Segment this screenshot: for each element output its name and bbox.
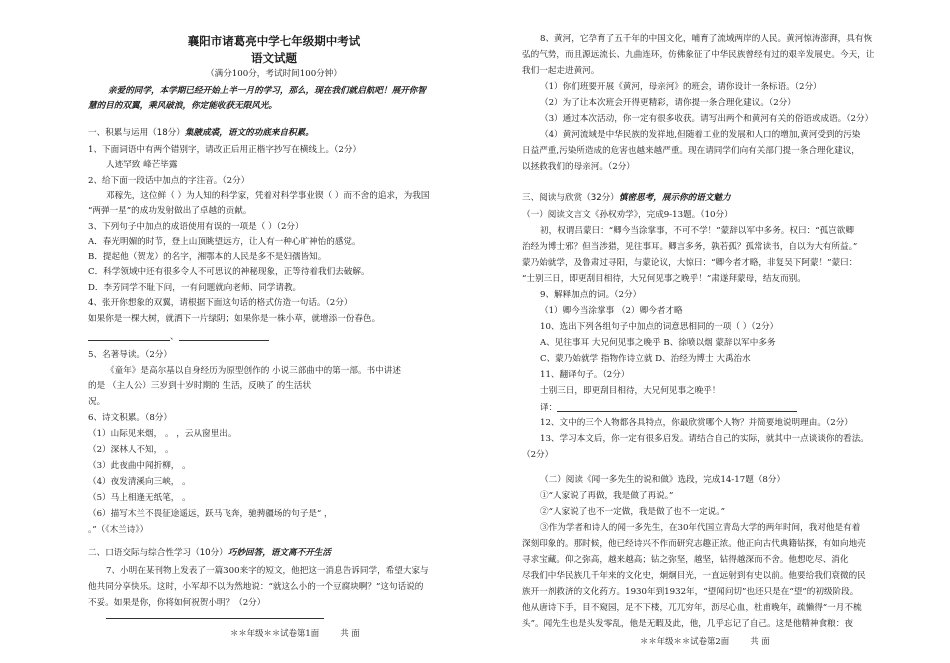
section-3-heading: 三、阅读与欣赏（32分）慎密思考，展示你的语文魅力 xyxy=(522,193,731,203)
question-2-line-2: “两弹一星”的成功发射做出了卓越的贡献。 xyxy=(88,206,252,216)
question-3: 3、下列句子中加点的成语使用有误的一项是（ ）（2分） xyxy=(88,222,304,232)
question-9-items: （1）卿今当涂掌事 （2）卿今者才略 xyxy=(540,306,683,316)
passage-para-1: ①“人家说了再做，我是做了再说。” xyxy=(540,491,674,501)
classical-text-line-4: “士别三日，即更刮目相待，大兄何见事之晚乎！”肃遂拜蒙母，结友而别。 xyxy=(522,274,806,284)
question-4-line-1: 如果你是一棵大树，就洒下一片绿阴；如果你是一株小草，就增添一份春色。 xyxy=(88,314,381,324)
question-8-line-2: 弘的气势，而且源远流长、九曲连环，仿佛象征了中华民族曾经有过的艰辛发展史。今天，让 xyxy=(522,50,875,60)
question-6: 6、诗文积累。（8分） xyxy=(88,413,172,423)
question-2-line-1: 邓稼先，这位鲜（ ）为人知的科学家，凭着对科学事业锲（ ）而不舍的追求，为我国 xyxy=(106,191,430,201)
exam-title: 襄阳市诸葛亮中学七年级期中考试 xyxy=(187,34,361,48)
question-3-option-b: B．提起他（贺龙）的名字，湘鄂本的人民是多不是妇孺皆知。 xyxy=(88,252,327,262)
passage-para-3-line-1: ③作为学者和诗人的闻一多先生，在30年代国立青岛大学的两年时间，我对他是有着 xyxy=(540,523,861,533)
question-6-item-2: （2）深林人不知， 。 xyxy=(88,445,174,455)
passage-para-2: ②“人家说了也不一定做，我是做了也不一定说。” xyxy=(540,507,725,517)
question-3-option-a: A．春光明媚的时节，登上山顶眺望远方，让人有一种心旷神怡的感觉。 xyxy=(88,237,361,247)
question-5-line-3: 况。 xyxy=(88,397,106,407)
answer-blank[interactable] xyxy=(88,331,170,341)
question-4-answer: 、 xyxy=(88,331,269,344)
passage-para-3-line-7: 头”。闻先生也是头发零乱，他是无暇及此，他，几乎忘记了自己。这是他精神食粮：夜 xyxy=(522,619,853,629)
classical-text-line-3: 蒙乃始就学，及鲁肃过寻阳，与蒙论议，大惊曰：“卿今者才略，非复吴下阿蒙！”蒙曰： xyxy=(522,258,858,268)
question-6-item-3: （3）此夜曲中闻折柳， 。 xyxy=(88,461,191,471)
section-1-heading: 一、积累与运用（18分）集腋成裘，语文的功底来自积累。 xyxy=(88,128,314,138)
intro-line-1: 亲爱的同学，本学期已经开始上半一月的学习，那么，现在我们就启航吧！展开你智 xyxy=(108,86,426,96)
passage-para-3-line-4: 尽我们中华民族几千年来的文化史，炯炯目光，一直远射到有史以前。他要给我们衰微的民 xyxy=(522,571,866,581)
question-10: 10、选出下列各组句子中加点的词意思相同的一项（ ）（2分） xyxy=(540,322,779,332)
question-7-line-2: 他共同分享快乐。这时，小军却不以为然地说：“就这么小的一个豆腐块啊？”这句话说的 xyxy=(88,582,424,592)
question-7-line-1: 7、小明在某刊物上发表了一篇300来字的短文，他把这一消息告诉同学，希望大家与 xyxy=(106,566,429,576)
classical-text-line-2: 治经为博士邪？但当涉猎，见往事耳。卿言多务，孰若孤？孤常读书，自以为大有所益。” xyxy=(522,242,858,252)
passage-para-3-line-6: 他从唐诗下手，目不窥园，足不下楼，兀兀穷年，沥尽心血，杜甫晚年，疏懒得“一月不梳 xyxy=(522,603,862,613)
question-6-item-1: （1）山际见来烟， 。 ，云从窗里出。 xyxy=(88,429,237,439)
question-8-part-3: （3）通过本次活动，你一定有很多收获。请写出两个和黄河有关的俗语或成语。（2分） xyxy=(540,114,874,124)
passage-para-3-line-5: 族开一剂救济的文化药方。1930年到1932年，“望闻问切”也还只是在“望”的初级阶段。 xyxy=(522,587,859,597)
answer-line[interactable] xyxy=(106,618,324,619)
question-12: 12、文中的三个人物都各具特点，你最欣赏哪个人物？并简要地说明理由。（2分） xyxy=(540,418,853,428)
question-1: 1、下面词语中有两个错别字，请改正后用正楷字抄写在横线上。（2分） xyxy=(88,145,362,155)
question-2: 2、给下面一段话中加点的字注音。（2分） xyxy=(88,176,250,186)
section-2-heading: 二、口语交际与综合性学习（10分）巧妙回答，语文离不开生活 xyxy=(88,548,331,558)
question-3-option-c: C．科学领域中还有很多令人不可思议的神秘现象，正等待着我们去破解。 xyxy=(88,267,370,277)
question-8-part-1: （1）你们班要开展《黄河，母亲河》的班会，请你设计一条标语。（2分） xyxy=(540,82,822,92)
question-5-line-2: 的是 （主人公）三岁到十岁时期的 生活，反映了 的生活状 xyxy=(88,381,312,391)
question-5: 5、名著导读。（2分） xyxy=(88,350,172,360)
question-6-item-5: （5）马上相逢无纸笔， 。 xyxy=(88,493,191,503)
classical-text-line-1: 初，权谓吕蒙曰：“卿今当涂掌事，不可不学！”蒙辞以军中多务。权曰：“孤岂欲卿 xyxy=(540,226,854,236)
question-4: 4、张开你想象的双翼，请根据下面这句话的格式仿造一句话。（2分） xyxy=(88,298,353,308)
question-6-item-4: （4）夜发清溪向三峡， 。 xyxy=(88,477,191,487)
exam-subtitle: 语文试题 xyxy=(251,51,297,65)
question-8-part-4-line-2: 日益严重,污染所造成的危害也越来越严重。现在请同学们向有关部门提一条合理化建议， xyxy=(522,146,860,156)
question-11: 11、翻译句子。（2分） xyxy=(540,370,630,380)
question-13: 13、学习本文后，你一定有很多启发。请结合自己的实际，就其中一点谈谈你的看法。 xyxy=(540,434,869,444)
page-footer-right: ＊＊年级＊＊试卷第2面 共 面 xyxy=(640,636,770,646)
question-8-part-4-line-1: （4）黄河流域是中华民族的发祥地,但随着工业的发展和人口的增加,黄河受到的污染 xyxy=(540,130,861,140)
answer-blank[interactable] xyxy=(179,331,269,341)
intro-line-2: 慧的目的双翼，乘风破浪，你定能收获无限风光。 xyxy=(88,101,278,111)
question-11-sentence: 士别三日，即更刮目相待，大兄何见事之晚乎！ xyxy=(540,386,721,396)
question-5-line-1: 《童年》是高尔基以自身经历为原型创作的 小说三部曲中的第一部。书中讲述 xyxy=(106,366,401,376)
question-6-item-6: （6）描写木兰不畏征途遥远，跃马飞奔，驰骋疆场的句子是“ ， xyxy=(88,509,333,519)
question-8-line-3: 我们一起走进黄河。 xyxy=(522,66,600,76)
question-13-points: （2分） xyxy=(522,450,554,460)
question-6-item-6-cont: 。”（《木兰诗》） xyxy=(88,525,149,535)
question-10-options-cd: C、蒙乃始就学 指物作诗立就 D、治经为博士 大禹治水 xyxy=(540,354,751,364)
exam-meta: （满分100分，考试时间100分钟） xyxy=(206,69,342,79)
sub-section-2: （二）阅读《闻一多先生的说和做》选段，完成14-17题（8分） xyxy=(540,475,786,485)
answer-blank[interactable] xyxy=(557,402,797,412)
question-8-part-2: （2）为了让本次班会开得更精彩，请你提一条合理化建议。（2分） xyxy=(540,98,796,108)
passage-para-3-line-3: 寻求宝藏。仰之弥高，越来越高；钻之弥坚，越坚，钻得越深而不舍。他想吃尽、消化 xyxy=(522,555,849,565)
question-1-words: 人迹罕致 峰芒毕露 xyxy=(106,160,178,170)
question-9: 9、解释加点的词。（2分） xyxy=(540,290,642,300)
question-11-translation: 译： xyxy=(540,402,797,415)
question-8-part-4-line-3: 以拯救我们的母亲河。（2分） xyxy=(522,162,635,172)
sub-section-1: （一）阅读文言文《孙权劝学》，完成9-13题。（10分） xyxy=(522,210,733,220)
question-10-options-ab: A、见往事耳 大兄何见事之晚乎 B、徐喷以烟 蒙辞以军中多务 xyxy=(540,338,776,348)
question-7-line-3: 不妥。如果是你，你将如何祝贺小明？（2分） xyxy=(88,598,266,608)
question-3-option-d: D．李芳同学不耻下问，一有问题就向老师、同学请教。 xyxy=(88,283,302,293)
passage-para-3-line-2: 深刻印象的。那时候，他已经诗兴不作而研究志趣正浓。他正向古代典籍钻探，有如向地壳 xyxy=(522,539,866,549)
page-footer-left: ＊＊年级＊＊试卷第1面 共 面 xyxy=(230,628,360,638)
question-8-line-1: 8、黄河，它孕育了五千年的中国文化，哺育了流域两岸的人民。黄河惊涛澎湃，具有恢 xyxy=(540,34,873,44)
